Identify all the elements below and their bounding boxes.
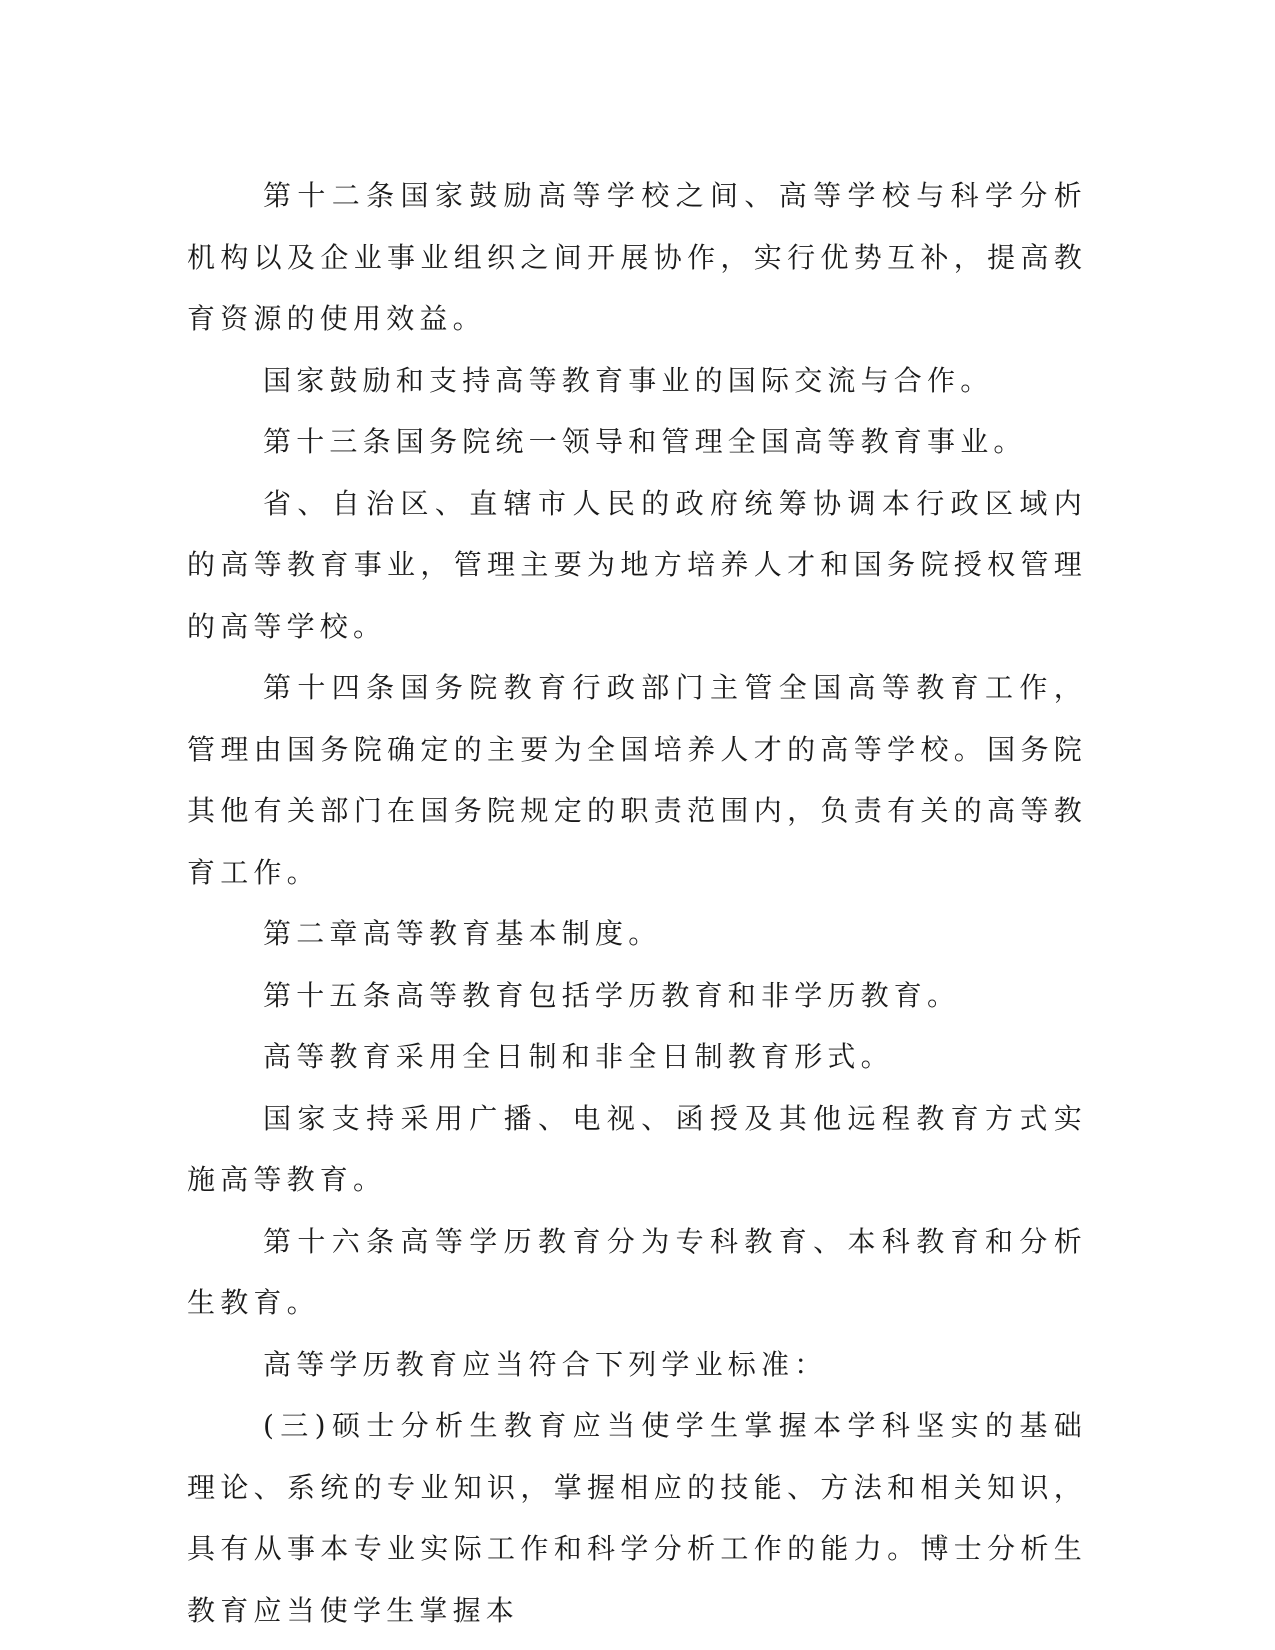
paragraph-remote-education: 国家支持采用广播、电视、函授及其他远程教育方式实施高等教育。: [187, 1101, 1087, 1196]
paragraph-item-3-graduate-education: (三)硕士分析生教育应当使学生掌握本学科坚实的基础理论、系统的专业知识，掌握相应的技能、方法和相关知识，具有从事本专业实际工作和科学分析工作的能力。博士分析生教育应当使学生掌握本: [187, 1409, 1087, 1627]
paragraph-international-exchange: 国家鼓励和支持高等教育事业的国际交流与合作。: [263, 363, 994, 397]
paragraph-article-12: 第十二条国家鼓励高等学校之间、高等学校与科学分析机构以及企业事业组织之间开展协作，实行优势互补，提高教育资源的使用效益。: [187, 179, 1087, 335]
paragraph-article-14: 第十四条国务院教育行政部门主管全国高等教育工作，管理由国务院确定的主要为全国培养人才的高等学校。国务院其他有关部门在国务院规定的职责范围内，负责有关的高等教育工作。: [187, 671, 1087, 889]
paragraph-article-16: 第十六条高等学历教育分为专科教育、本科教育和分析生教育。: [187, 1224, 1087, 1319]
chapter-heading-2: 第二章高等教育基本制度。: [263, 917, 662, 950]
paragraph-academic-standards: 高等学历教育应当符合下列学业标准：: [263, 1347, 828, 1381]
paragraph-provincial-governments: 省、自治区、直辖市人民的政府统筹协调本行政区域内的高等教育事业，管理主要为地方培养人才和国务院授权管理的高等学校。: [187, 486, 1087, 643]
paragraph-article-15: 第十五条高等教育包括学历教育和非学历教育。: [263, 978, 961, 1012]
document-body: [187, 165, 1087, 1641]
paragraph-education-forms: 高等教育采用全日制和非全日制教育形式。: [263, 1040, 894, 1073]
paragraph-article-13: 第十三条国务院统一领导和管理全国高等教育事业。: [263, 425, 1027, 458]
